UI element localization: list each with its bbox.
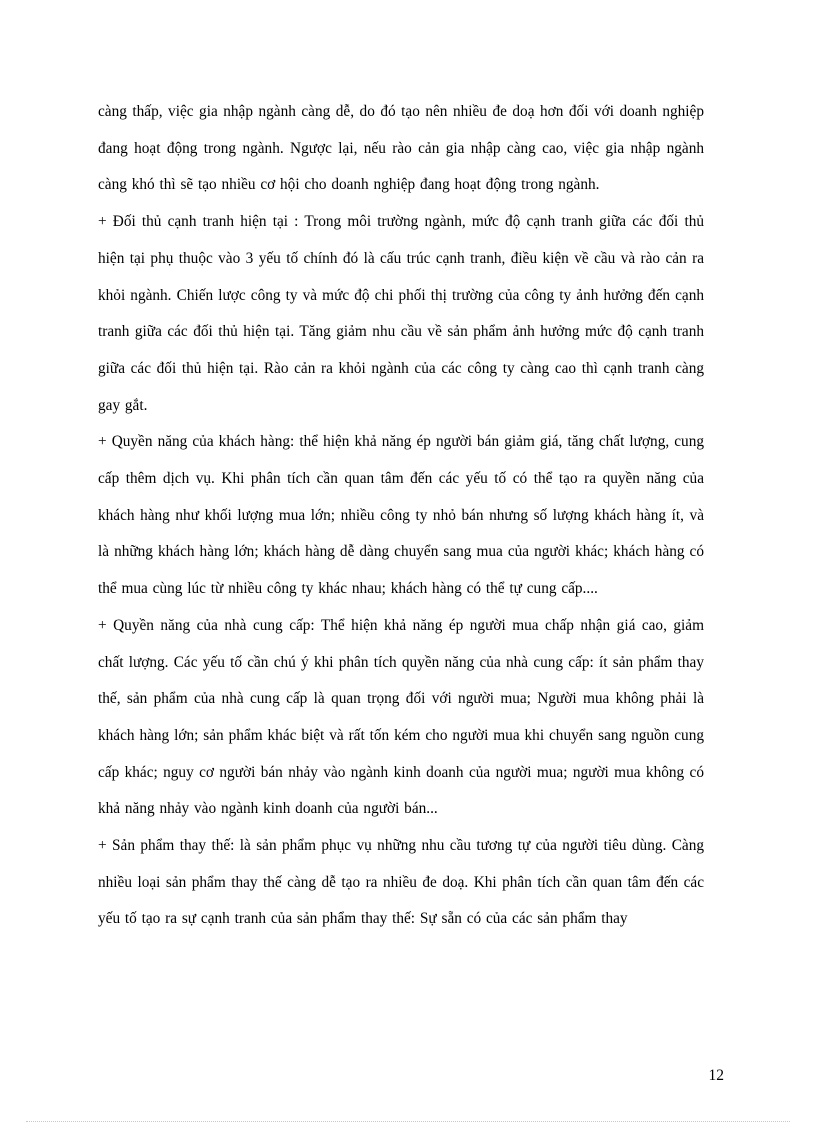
paragraph-buyer-power: + Quyền năng của khách hàng: thể hiện khả năng ép người bán giảm giá, tăng chất lượng, cung cấp thêm dịch vụ. Khi phân tích cần quan tâm đến các yếu tố có thể tạo ra quyền năng của khách hàng như khối lượng mua lớn; nhiều công ty nhỏ bán nhưng số lượng khách hàng ít, và là những khách hàng lớn; khách hàng dễ dàng chuyển sang mua của người khác; khách hàng có thể mua cùng lúc từ nhiều công ty khác nhau; khách hàng có thể tự cung cấp.... — [98, 433, 704, 598]
page-body — [98, 94, 704, 938]
page-bottom-divider — [26, 1121, 790, 1122]
paragraph-substitute-products: + Sản phẩm thay thế: là sản phẩm phục vụ những nhu cầu tương tự của người tiêu dùng. Càng nhiều loại sản phẩm thay thế càng dễ tạo ra nhiều đe doạ. Khi phân tích cần quan tâm đến các yếu tố tạo ra sự cạnh tranh của sản phẩm thay thế: Sự sẵn có của các sản phẩm thay — [98, 837, 704, 928]
paragraph-supplier-power: + Quyền năng của nhà cung cấp: Thể hiện khả năng ép người mua chấp nhận giá cao, giảm chất lượng. Các yếu tố cần chú ý khi phân tích quyền năng của nhà cung cấp: ít sản phẩm thay thế, sản phẩm của nhà cung cấp là quan trọng đối với người mua; Người mua không phải là khách hàng lớn; sản phẩm khác biệt và rất tốn kém cho người mua khi chuyển sang nguồn cung cấp khác; nguy cơ người bán nhảy vào ngành kinh doanh của người mua; người mua không có khả năng nhảy vào ngành kinh doanh của người bán... — [98, 616, 704, 818]
paragraph-entry-barriers-continued: càng thấp, việc gia nhập ngành càng dễ, do đó tạo nên nhiều đe doạ hơn đối với doanh nghiệp đang hoạt động trong ngành. Ngược lại, nếu rào cản gia nhập càng cao, việc gia nhập ngành càng khó thì sẽ tạo nhiều cơ hội cho doanh nghiệp đang hoạt động trong ngành. — [98, 103, 704, 194]
paragraph-existing-competitors: + Đối thủ cạnh tranh hiện tại : Trong môi trường ngành, mức độ cạnh tranh giữa các đối thủ hiện tại phụ thuộc vào 3 yếu tố chính đó là cấu trúc cạnh tranh, điều kiện về cầu và rào cản ra khỏi ngành. Chiến lược công ty và mức độ chi phối thị trường của công ty ảnh hưởng đến cạnh tranh giữa các đối thủ hiện tại. Tăng giảm nhu cầu về sản phẩm ảnh hưởng mức độ cạnh tranh giữa các đối thủ hiện tại. Rào cản ra khỏi ngành của các công ty càng cao thì cạnh tranh càng gay gắt. — [98, 213, 704, 414]
page-number: 12 — [708, 1067, 724, 1084]
